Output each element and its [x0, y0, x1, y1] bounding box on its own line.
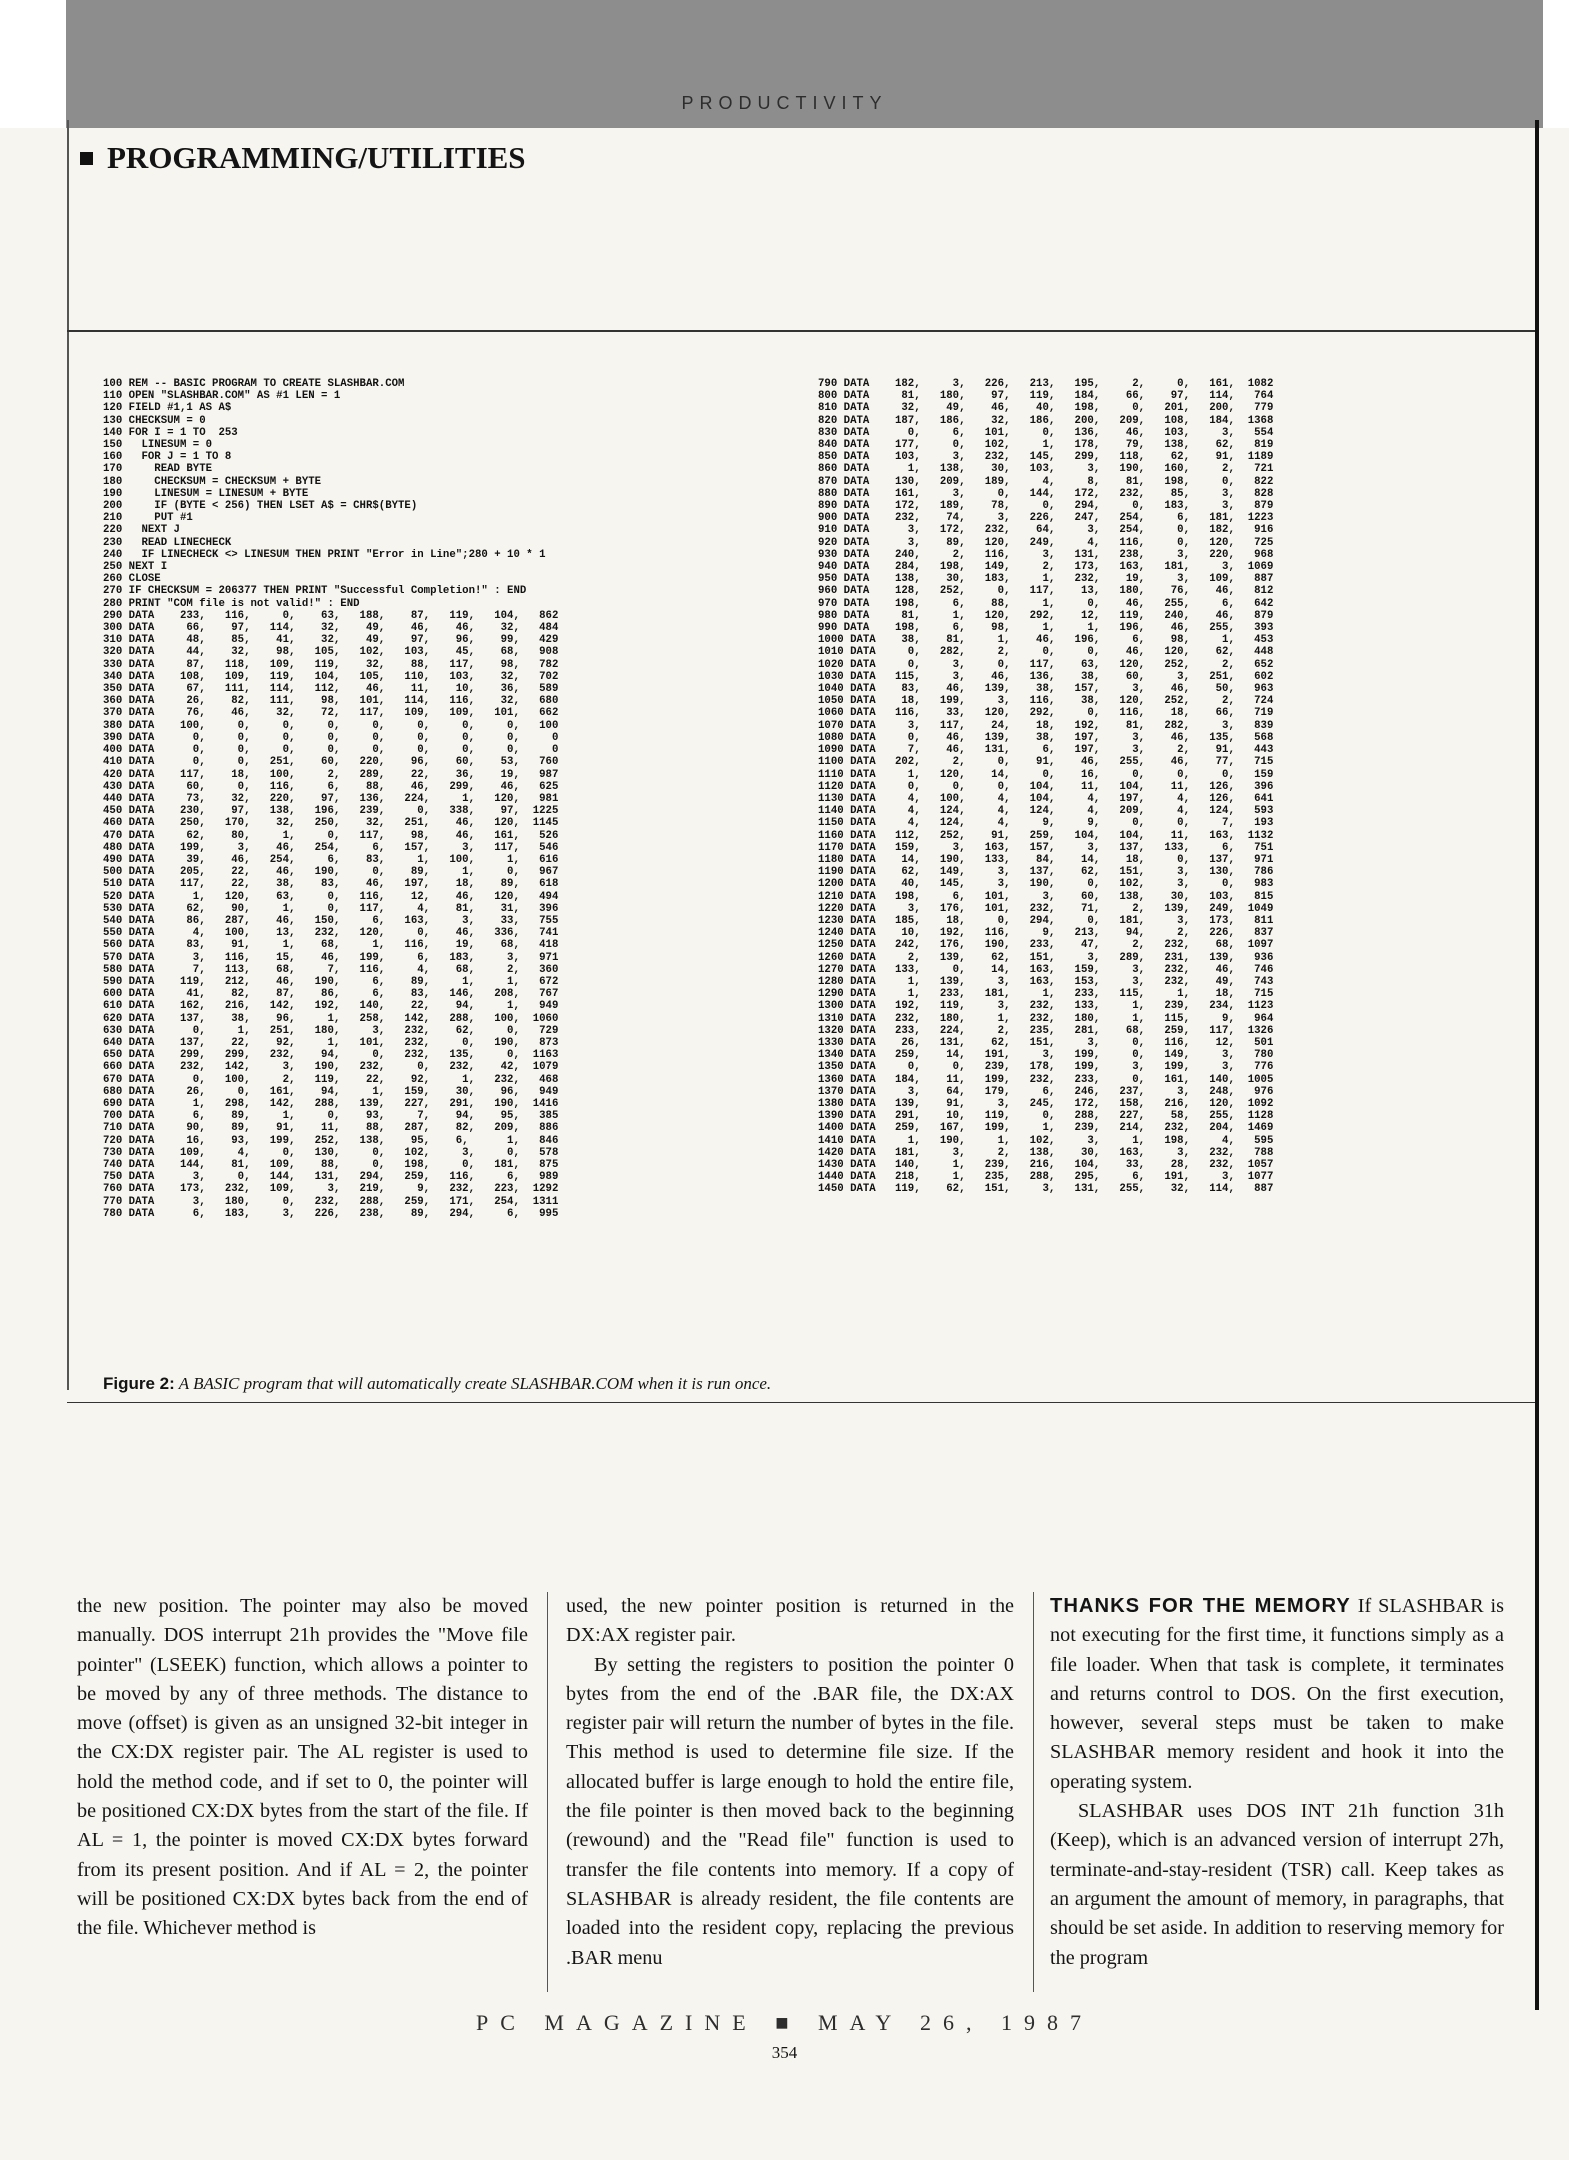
- code-listing-left: 100 REM -- BASIC PROGRAM TO CREATE SLASHBAR.COM 110 OPEN "SLASHBAR.COM" AS #1 LEN = 1 120 FIELD #1,1 AS A$ 130 CHECKSUM = 0 140 FOR I = 1 TO 253 150 LINESUM = 0 160 FOR J = 1 TO 8 170 READ BYTE 180 CHECKSUM = CHECKSUM + BYTE 190 LINESUM = LINESUM + BYTE 200 IF (BYTE < 256) THEN LSET A$ = CHR$(BYTE) 210 PUT #1 220 NEXT J 230 READ LINECHECK 240 IF LINECHECK <> LINESUM THEN PRINT "Error in Line";280 + 10 * 1 250 NEXT I 260 CLOSE 270 IF CHECKSUM = 206377 THEN PRINT "Successful Completion!" : END 280 PRINT "COM file is not valid!" : END 290 DATA 233, 116, 0, 63, 188, 87, 119, 104, 862 300 DATA 66, 97, 114, 32, 49, 46, 46, 32, 484 310 DATA 48, 85, 41, 32, 49, 97, 96, 99, 429 320 DATA 44, 32, 98, 105, 102, 103, 45, 68, 908 330 DATA 87, 118, 109, 119, 32, 88, 117, 98, 782 340 DATA 108, 109, 119, 104, 105, 110, 103, 32, 702 350 DATA 67, 111, 114, 112, 46, 11, 10, 36, 589 360 DATA 26, 82, 111, 98, 101, 114, 116, 32, 680 370 DATA 76, 46, 32, 72, 117, 109, 109, 101, 662 380 DATA 100, 0, 0, 0, 0, 0, 0, 0, 100 390 DATA 0, 0, 0, 0, 0, 0, 0, 0, 0 400 DATA 0, 0, 0, 0, 0, 0, 0, 0, 0 410 DATA 0, 0, 251, 60, 220, 96, 60, 53, 760 420 DATA 117, 18, 100, 2, 289, 22, 36, 19, 987 430 DATA 60, 0, 116, 6, 88, 46, 299, 46, 625 440 DATA 73, 32, 220, 97, 136, 224, 1, 120, 981 450 DATA 230, 97, 138, 196, 239, 0, 338, 97, 1225 460 DATA 250, 170, 32, 250, 32, 251, 46, 120, 1145 470 DATA 62, 80, 1, 0, 117, 98, 46, 161, 526 480 DATA 199, 3, 46, 254, 6, 157, 3, 117, 546 490 DATA 39, 46, 254, 6, 83, 1, 100, 1, 616 500 DATA 205, 22, 46, 190, 0, 89, 1, 0, 967 510 DATA 117, 22, 38, 83, 46, 197, 18, 89, 618 520 DATA 1, 120, 63, 0, 116, 12, 46, 120, 494 530 DATA 62, 90, 1, 0, 117, 4, 81, 31, 396 540 DATA 86, 287, 46, 150, 6, 163, 3, 33, 755 550 DATA 4, 100, 13, 232, 120, 0, 46, 336, 741 560 DATA 83, 91, 1, 68, 1, 116, 19, 68, 418 570 DATA 3, 116, 15, 46, 199, 6, 183, 3, 971 580 DATA 7, 113, 68, 7, 116, 4, 68, 2, 360 590 DATA 119, 212, 46, 190, 6, 89, 1, 1, 672 600 DATA 41, 82, 87, 86, 6, 83, 146, 208, 767 610 DATA 162, 216, 142, 192, 140, 22, 94, 1, 949 620 DATA 137, 38, 96, 1, 258, 142, 288, 100, 1060 630 DATA 0, 1, 251, 180, 3, 232, 62, 0, 729 640 DATA 137, 22, 92, 1, 101, 232, 0, 190, 873 650 DATA 299, 299, 232, 94, 0, 232, 135, 0, 1163 660 DATA 232, 142, 3, 190, 232, 0, 232, 42, 1079 670 DATA 0, 100, 2, 119, 22, 92, 1, 232, 468 680 DATA 26, 0, 161, 94, 1, 159, 30, 96, 949 690 DATA 1, 298, 142, 288, 139, 227, 291, 190, 1416 700 DATA 6, 89, 1, 0, 93, 7, 94, 95, 385 710 DATA 90, 89, 91, 11, 88, 287, 82, 209, 886 720 DATA 16, 93, 199, 252, 138, 95, 6, 1, 846 730 DATA 109, 4, 0, 130, 0, 102, 3, 0, 578 740 DATA 144, 81, 109, 88, 0, 198, 0, 181, 875 750 DATA 3, 0, 144, 131, 294, 259, 116, 6, 989 760 DATA 173, 232, 109, 3, 219, 9, 232, 223, 1292 770 DATA 3, 180, 0, 232, 288, 259, 171, 254, 1311 780 DATA 6, 183, 3, 226, 238, 89, 294, 6, 995: [103, 378, 559, 1220]
- section-label: PRODUCTIVITY: [681, 93, 888, 113]
- col2-paragraph-1: used, the new pointer position is returned in the DX:AX register pair.: [566, 1595, 1014, 1647]
- body-column-3: [1050, 1592, 1504, 1973]
- column-divider-2: [1033, 1592, 1034, 1992]
- department-title: [80, 140, 526, 176]
- body-column-1: [77, 1592, 528, 1944]
- footer-magazine: PC MAGAZINE ■ MAY 26, 1987: [475, 2010, 1093, 2035]
- col3-paragraph-1-text: If SLASHBAR is not executing for the first time, it functions simply as a file loader. When that task is complete, it terminates and returns control to DOS. On the first execution, however, several steps must be taken to make SLASHBAR memory resident and hook it into the operating system.: [1050, 1595, 1504, 1793]
- figure-caption-label: Figure 2:: [103, 1374, 175, 1393]
- right-page-rule: [1535, 120, 1539, 2010]
- code-listing-right: 790 DATA 182, 3, 226, 213, 195, 2, 0, 161, 1082 800 DATA 81, 180, 97, 119, 184, 66, 97, 114, 764 810 DATA 32, 49, 46, 40, 198, 0, 201, 200, 779 820 DATA 187, 186, 32, 186, 200, 209, 108, 184, 1368 830 DATA 0, 6, 101, 0, 136, 46, 103, 3, 554 840 DATA 177, 0, 102, 1, 178, 79, 138, 62, 819 850 DATA 103, 3, 232, 145, 299, 118, 62, 91, 1189 860 DATA 1, 138, 30, 103, 3, 190, 160, 2, 721 870 DATA 130, 209, 189, 4, 8, 81, 198, 0, 822 880 DATA 161, 3, 0, 144, 172, 232, 85, 3, 828 890 DATA 172, 189, 78, 0, 294, 0, 183, 3, 879 900 DATA 232, 74, 3, 226, 247, 254, 6, 181, 1223 910 DATA 3, 172, 232, 64, 3, 254, 0, 182, 916 920 DATA 3, 89, 120, 249, 4, 116, 0, 120, 725 930 DATA 240, 2, 116, 3, 131, 238, 3, 220, 968 940 DATA 284, 198, 149, 2, 173, 163, 181, 3, 1069 950 DATA 138, 30, 183, 1, 232, 19, 3, 109, 887 960 DATA 128, 252, 0, 117, 13, 180, 76, 46, 812 970 DATA 198, 6, 88, 1, 0, 46, 255, 6, 642 980 DATA 81, 1, 120, 292, 12, 119, 240, 46, 879 990 DATA 198, 6, 98, 1, 1, 196, 46, 255, 393 1000 DATA 38, 81, 1, 46, 196, 6, 98, 1, 453 1010 DATA 0, 282, 2, 0, 0, 46, 120, 62, 448 1020 DATA 0, 3, 0, 117, 63, 120, 252, 2, 652 1030 DATA 115, 3, 46, 136, 38, 60, 3, 251, 602 1040 DATA 83, 46, 139, 38, 157, 3, 46, 50, 963 1050 DATA 18, 199, 3, 116, 38, 120, 252, 2, 724 1060 DATA 116, 33, 120, 292, 0, 116, 18, 66, 719 1070 DATA 3, 117, 24, 18, 192, 81, 282, 3, 839 1080 DATA 0, 46, 139, 38, 197, 3, 46, 135, 568 1090 DATA 7, 46, 131, 6, 197, 3, 2, 91, 443 1100 DATA 202, 2, 0, 91, 46, 255, 46, 77, 715 1110 DATA 1, 120, 14, 0, 16, 0, 0, 0, 159 1120 DATA 0, 0, 0, 104, 11, 104, 11, 126, 396 1130 DATA 4, 100, 4, 104, 4, 197, 4, 126, 641 1140 DATA 4, 124, 4, 124, 4, 209, 4, 124, 593 1150 DATA 4, 124, 4, 9, 9, 0, 0, 7, 193 1160 DATA 112, 252, 91, 259, 104, 104, 11, 163, 1132 1170 DATA 159, 3, 163, 157, 3, 137, 133, 6, 751 1180 DATA 14, 190, 133, 84, 14, 18, 0, 137, 971 1190 DATA 62, 149, 3, 137, 62, 151, 3, 130, 786 1200 DATA 40, 145, 3, 190, 0, 102, 3, 0, 983 1210 DATA 198, 6, 101, 3, 60, 138, 30, 103, 815 1220 DATA 3, 176, 101, 232, 71, 2, 139, 249, 1049 1230 DATA 185, 18, 0, 294, 0, 181, 3, 173, 811 1240 DATA 10, 192, 116, 9, 213, 94, 2, 226, 837 1250 DATA 242, 176, 190, 233, 47, 2, 232, 68, 1097 1260 DATA 2, 139, 62, 151, 3, 289, 231, 139, 936 1270 DATA 133, 0, 14, 163, 159, 3, 232, 46, 746 1280 DATA 1, 139, 3, 163, 153, 3, 232, 49, 743 1290 DATA 1, 233, 181, 1, 233, 115, 1, 18, 715 1300 DATA 192, 119, 3, 232, 133, 1, 239, 234, 1123 1310 DATA 232, 180, 1, 232, 180, 1, 115, 9, 964 1320 DATA 233, 224, 2, 235, 281, 68, 259, 117, 1326 1330 DATA 26, 131, 62, 151, 3, 0, 116, 12, 501 1340 DATA 259, 14, 191, 3, 199, 0, 149, 3, 780 1350 DATA 0, 0, 239, 178, 199, 3, 199, 3, 776 1360 DATA 184, 11, 199, 232, 233, 0, 161, 140, 1005 1370 DATA 3, 64, 179, 6, 246, 237, 3, 248, 976 1380 DATA 139, 91, 3, 245, 172, 158, 216, 120, 1092 1390 DATA 291, 10, 119, 0, 288, 227, 58, 255, 1128 1400 DATA 259, 167, 199, 1, 239, 214, 232, 204, 1469 1410 DATA 1, 190, 1, 102, 3, 1, 198, 4, 595 1420 DATA 181, 3, 2, 138, 30, 163, 3, 232, 788 1430 DATA 140, 1, 239, 216, 104, 33, 28, 232, 1057 1440 DATA 218, 1, 235, 288, 295, 6, 191, 3, 1077 1450 DATA 119, 62, 151, 3, 131, 255, 32, 114, 887: [818, 378, 1274, 1196]
- figure-caption-text: A BASIC program that will automatically create SLASHBAR.COM when it is run once.: [178, 1374, 772, 1393]
- col2-paragraph-2: By setting the registers to position the pointer 0 bytes from the end of the .BAR file, the DX:AX register pair will return the number of bytes in the file. This method is used to determine file size. If the allocated buffer is large enough to hold the entire file, the file pointer is then moved back to the beginning (rewound) and the "Read file" function is used to transfer the file contents into memory. If a copy of SLASHBAR is already resident, the file contents are loaded into the resident copy, replacing the previous .BAR menu: [566, 1653, 1014, 1969]
- figure-caption: [103, 1374, 1303, 1394]
- col3-paragraph-1: [1050, 1592, 1504, 1797]
- department-title-text: PROGRAMMING/UTILITIES: [107, 140, 526, 175]
- square-bullet-icon: [80, 152, 93, 165]
- body-column-2: [566, 1592, 1014, 1973]
- section-heading: THANKS FOR THE MEMORY: [1050, 1595, 1351, 1617]
- page-number: 354: [771, 2043, 798, 2062]
- col1-paragraph: the new position. The pointer may also be moved manually. DOS interrupt 21h provides the "Move file pointer" (LSEEK) function, which allows a pointer to be moved by any of three methods. The distance to move (offset) is given as an unsigned 32-bit integer in the CX:DX register pair. The AL register is used to hold the method code, and if set to 0, the pointer will be positioned CX:DX bytes from the start of the file. If AL = 1, the pointer is moved CX:DX bytes forward from its present position. And if AL = 2, the pointer will be positioned CX:DX bytes back from the end of the file. Whichever method is: [77, 1595, 528, 1940]
- col3-paragraph-2: SLASHBAR uses DOS INT 21h function 31h (Keep), which is an advanced version of interrupt 27h, terminate-and-stay-resident (TSR) call. Keep takes as an argument the amount of memory, in paragraphs, that should be set aside. In addition to reserving memory for the program: [1050, 1800, 1504, 1969]
- column-divider-1: [547, 1592, 548, 1992]
